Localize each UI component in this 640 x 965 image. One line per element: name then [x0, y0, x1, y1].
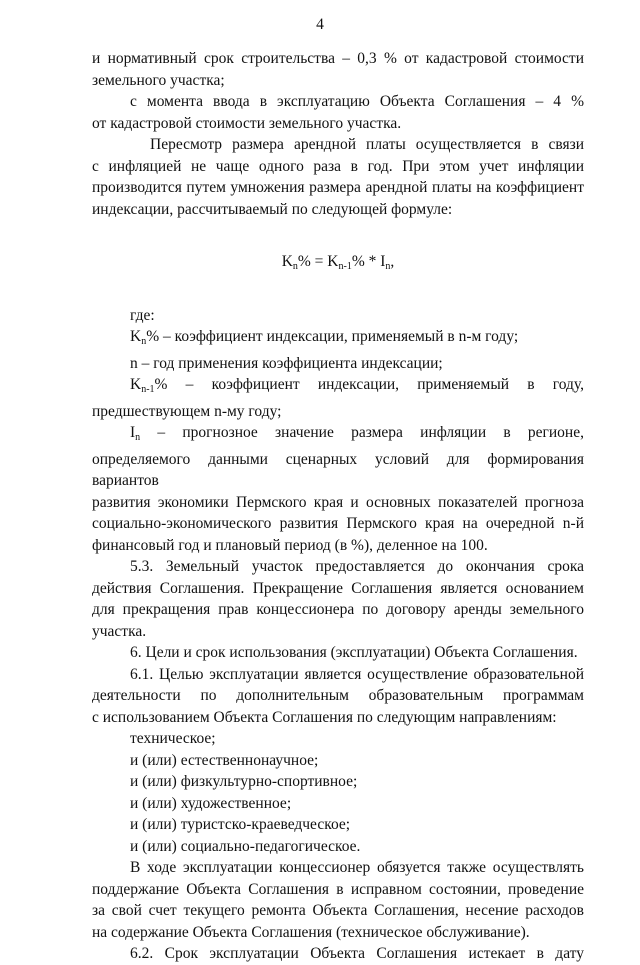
- paragraph-line: с использованием Объекта Соглашения по следующим направлениям:: [92, 708, 557, 726]
- direction-item: и (или) социально-педагогическое.: [130, 837, 361, 855]
- paragraph-line: участка.: [92, 622, 147, 640]
- definition-kn: $K_n\%$ – коэффициент индексации, применяемый в n-м году;: [130, 328, 519, 347]
- document-body: [92, 48, 584, 965]
- section-5-3: 5.3. Земельный участок предоставляется до окончания срока: [130, 558, 584, 575]
- paragraph-line: действия Соглашения. Прекращение Соглашения является основанием: [92, 579, 584, 597]
- direction-item: техническое;: [130, 730, 216, 747]
- maintenance-paragraph: В ходе эксплуатации концессионер обязуется также осуществлять: [130, 859, 584, 876]
- where-label: где:: [130, 306, 155, 324]
- paragraph-line: производится путем умножения размера арендной платы на коэффициент: [92, 179, 584, 196]
- paragraph-line: социально-экономического развития Пермского края на очередной n-й: [92, 515, 584, 532]
- definition-n: n – год применения коэффициента индексации;: [130, 354, 443, 372]
- paragraph-line: с момента ввода в эксплуатацию Объекта Соглашения – 4 %: [130, 93, 584, 110]
- direction-item: и (или) физкультурно-спортивное;: [130, 773, 358, 790]
- paragraph-line: на содержание Объекта Соглашения (техническое обслуживание).: [92, 923, 530, 941]
- paragraph-line: от кадастровой стоимости земельного участка.: [92, 114, 402, 132]
- definition-kn1: $K_{n-1}\%$ – коэффициент индексации, применяемый в году,: [130, 376, 584, 395]
- paragraph-line: и нормативный срок строительства – 0,3 % от кадастровой стоимости: [92, 50, 584, 67]
- paragraph-line: определяемого данными сценарных условий для формирования вариантов: [92, 450, 584, 489]
- section-6-1: 6.1. Целью эксплуатации является осуществление образовательной: [130, 665, 584, 683]
- paragraph-line: с инфляцией не чаще одного раза в год. При этом учет инфляции: [92, 157, 584, 175]
- paragraph-line: предшествующем n-му году;: [92, 402, 282, 420]
- definition-in: $I_n$ – прогнозное значение размера инфляции в регионе,: [130, 424, 584, 443]
- direction-item: и (или) естественнонаучное;: [130, 751, 319, 769]
- direction-item: и (или) туристско-краеведческое;: [130, 816, 351, 833]
- paragraph-line: Пересмотр размера арендной платы осуществляется в связи: [150, 136, 584, 153]
- section-6-title: 6. Цели и срок использования (эксплуатации) Объекта Соглашения.: [130, 644, 578, 661]
- paragraph-line: финансовый год и плановый период (в %), деленное на 100.: [92, 536, 488, 554]
- direction-item: и (или) художественное;: [130, 794, 292, 812]
- paragraph-line: индексации, рассчитываемый по следующей формуле:: [92, 200, 453, 218]
- page-number: 4: [316, 16, 324, 33]
- paragraph-line: земельного участка;: [92, 71, 225, 89]
- paragraph-line: за свой счет текущего ремонта Объекта Соглашения, несение расходов: [92, 902, 584, 919]
- paragraph-line: поддержание Объекта Соглашения в исправном состоянии, проведение: [92, 880, 584, 898]
- section-6-2: 6.2. Срок эксплуатации Объекта Соглашения истекает в дату: [130, 945, 584, 962]
- indexation-formula: $K_n\% = K_{n-1}\% * I_n$,: [281, 253, 395, 272]
- paragraph-line: деятельности по дополнительным образовательным программам: [92, 687, 584, 704]
- paragraph-line: для прекращения прав концессионера по договору аренды земельного: [92, 601, 584, 618]
- paragraph-line: развития экономики Пермского края и основных показателей прогноза: [92, 493, 584, 511]
